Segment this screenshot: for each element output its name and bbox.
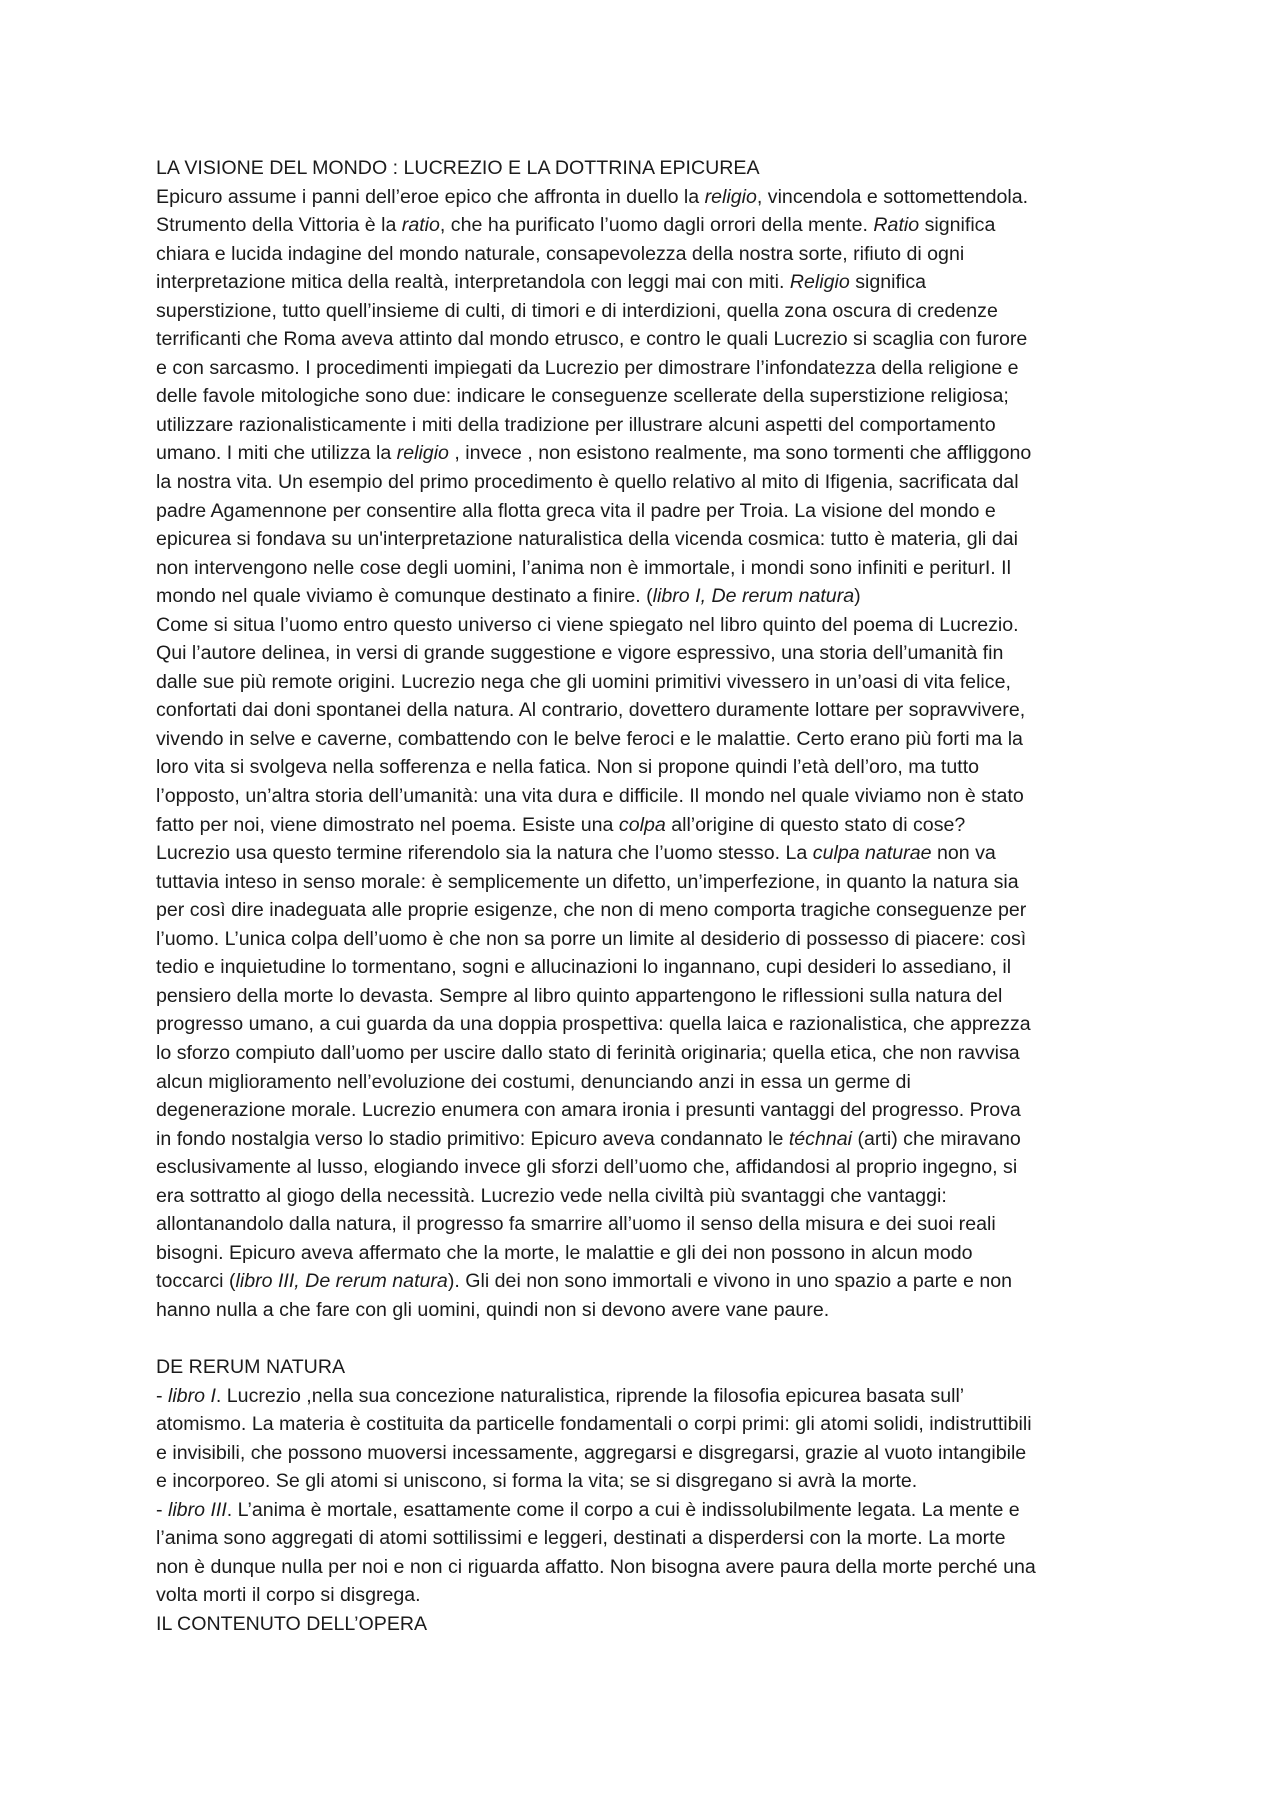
text-run: significa	[849, 271, 927, 294]
text-line	[156, 982, 1136, 1011]
text-run: terrificanti che Roma aveva attinto dal mondo etrusco, e contro le quali Lucrezio si scaglia con furore	[156, 328, 1028, 351]
text-run: significa	[919, 214, 996, 237]
text-run: dalle sue più remote origini. Lucrezio nega che gli uomini primitivi vivessero in un’oasi di vita felice,	[156, 670, 1011, 693]
text-run: fatto per noi, viene dimostrato nel poema. Esiste una	[156, 813, 619, 836]
text-run: non intervengono nelle cose degli uomini, l’anima non è immortale, i mondi sono infiniti e periturI. Il	[156, 556, 1011, 579]
text-line	[156, 811, 1136, 840]
paragraph	[156, 183, 1136, 1325]
text-line	[156, 839, 1136, 868]
text-run: degenerazione morale. Lucrezio enumera con amara ironia i presunti vantaggi del progresso. Prova	[156, 1099, 1021, 1122]
text-line	[156, 1125, 1136, 1154]
text-run: e con sarcasmo. I procedimenti impiegati da Lucrezio per dimostrare l’infondatezza della religione e	[156, 356, 1019, 379]
text-line	[156, 468, 1136, 497]
italic-text: téchnai	[788, 1127, 853, 1150]
text-run: hanno nulla a che fare con gli uomini, quindi non si devono avere vane paure.	[156, 1298, 830, 1321]
text-run: delle favole mitologiche sono due: indicare le conseguenze scellerate della superstizione religiosa;	[156, 385, 1009, 408]
text-run: , invece , non esistono realmente, ma sono tormenti che affliggono	[448, 442, 1032, 465]
text-run: e invisibili, che possono muoversi incessamente, aggregarsi e disgregarsi, grazie al vuoto intangibile	[156, 1441, 1027, 1464]
document-page	[156, 154, 1136, 1638]
text-line	[156, 211, 1136, 240]
text-run: . L’anima è mortale, esattamente come il corpo a cui è indissolubilmente legata. La mente e	[226, 1498, 1020, 1521]
text-run: epicurea si fondava su un'interpretazione naturalistica della vicenda cosmica: tutto è materia, gli dai	[156, 528, 1018, 551]
text-line	[156, 925, 1136, 954]
text-line	[156, 1524, 1136, 1553]
text-line	[156, 1496, 1136, 1525]
text-run: l’anima sono aggregati di atomi sottilissimi e leggeri, destinati a disperdersi con la morte. La morte	[156, 1527, 1006, 1550]
text-run: tuttavia inteso in senso morale: è semplicemente un difetto, un’imperfezione, in quanto la natura sia	[156, 870, 1019, 893]
text-run: confortati dai doni spontanei della natura. Al contrario, dovettero duramente lottare per sopravvivere,	[156, 699, 1026, 722]
text-line	[156, 896, 1136, 925]
text-run: -	[156, 1498, 168, 1521]
text-line	[156, 1010, 1136, 1039]
text-run: era sottratto al giogo della necessità. Lucrezio vede nella civiltà più svantaggi che vantaggi:	[156, 1184, 947, 1207]
text-line	[156, 782, 1136, 811]
text-run: per così dire inadeguata alle proprie esigenze, che non di meno comporta tragiche conseguenze per	[156, 899, 1027, 922]
italic-text: libro III, De rerum natura	[235, 1270, 448, 1293]
text-run: , vincendola e sottomettendola.	[756, 185, 1029, 208]
italic-text: Ratio	[873, 214, 920, 237]
text-run: in fondo nostalgia verso lo stadio primitivo: Epicuro aveva condannato le	[156, 1127, 789, 1150]
text-line	[156, 382, 1136, 411]
text-line	[156, 1410, 1136, 1439]
text-line	[156, 1239, 1136, 1268]
text-line	[156, 1553, 1136, 1582]
text-run: )	[854, 585, 861, 608]
text-line	[156, 325, 1136, 354]
section-title: DE RERUM NATURA	[156, 1355, 346, 1378]
text-run: l’opposto, un’altra storia dell’umanità: una vita dura e difficile. Il mondo nel quale viviamo non è stato	[156, 785, 1024, 808]
text-run: superstizione, tutto quell’insieme di culti, di timori e di interdizioni, quella zona oscura di credenze	[156, 299, 998, 322]
text-run: Epicuro assume i panni dell’eroe epico che affronta in duello la	[156, 185, 705, 208]
text-run: Come si situa l’uomo entro questo universo ci viene spiegato nel libro quinto del poema di Lucrezio.	[156, 613, 1019, 636]
text-run: umano. I miti che utilizza la	[156, 442, 397, 465]
text-line	[156, 1267, 1136, 1296]
text-run: (arti) che miravano	[852, 1127, 1021, 1150]
text-line	[156, 1210, 1136, 1239]
text-run: progresso umano, a cui guarda da una doppia prospettiva: quella laica e razionalistica, che apprezza	[156, 1013, 1031, 1036]
text-run: esclusivamente al lusso, elogiando invece gli sforzi dell’uomo che, affidandosi al proprio ingegno, si	[156, 1156, 1018, 1179]
text-line	[156, 1467, 1136, 1496]
italic-text: religio	[396, 442, 449, 465]
italic-text: Religio	[789, 271, 850, 294]
italic-text: ratio	[401, 214, 440, 237]
italic-text: libro III	[167, 1498, 227, 1521]
text-run: , che ha purificato l’uomo dagli orrori della mente.	[439, 214, 874, 237]
text-line	[156, 354, 1136, 383]
text-run: bisogni. Epicuro aveva affermato che la morte, le malattie e gli dei non possono in alcun modo	[156, 1241, 973, 1264]
text-run: tedio e inquietudine lo tormentano, sogni e allucinazioni lo ingannano, cupi desideri lo assediano, il	[156, 956, 1012, 979]
text-run: non è dunque nulla per noi e non ci riguarda affatto. Non bisogna avere paura della morte perché una	[156, 1555, 1036, 1578]
text-run: ). Gli dei non sono immortali e vivono in uno spazio a parte e non	[447, 1270, 1013, 1293]
italic-text: libro I, De rerum natura	[652, 585, 855, 608]
text-run: atomismo. La materia è costituita da particelle fondamentali o corpi primi: gli atomi solidi, indistruttibili	[156, 1413, 1032, 1436]
text-run: e incorporeo. Se gli atomi si uniscono, si forma la vita; se si disgregano si avrà la morte.	[156, 1470, 918, 1493]
text-run: l’uomo. L’unica colpa dell’uomo è che non sa porre un limite al desiderio di possesso di piacere: così	[156, 927, 1027, 950]
text-line	[156, 411, 1136, 440]
text-line	[156, 1096, 1136, 1125]
text-line	[156, 1382, 1136, 1411]
italic-text: libro I	[167, 1384, 216, 1407]
text-line	[156, 240, 1136, 269]
italic-text: culpa naturae	[812, 842, 932, 865]
section-title: IL CONTENUTO DELL’OPERA	[156, 1612, 428, 1635]
text-line	[156, 1182, 1136, 1211]
text-line	[156, 1039, 1136, 1068]
text-line	[156, 696, 1136, 725]
italic-text: religio	[704, 185, 757, 208]
paragraph	[156, 1382, 1136, 1610]
section-title: LA VISIONE DEL MONDO : LUCREZIO E LA DOTTRINA EPICUREA	[156, 157, 760, 179]
text-run: padre Agamennone per consentire alla flotta greca vita il padre per Troia. La visione del mondo e	[156, 499, 996, 522]
text-run: -	[156, 1384, 168, 1407]
text-run: chiara e lucida indagine del mondo naturale, consapevolezza della nostra sorte, rifiuto di ogni	[156, 242, 965, 265]
text-run: alcun miglioramento nell’evoluzione dei costumi, denunciando anzi in essa un germe di	[156, 1070, 911, 1093]
text-line	[156, 668, 1136, 697]
text-line	[156, 439, 1136, 468]
text-run: Lucrezio usa questo termine riferendolo sia la natura che l’uomo stesso. La	[156, 842, 813, 865]
text-run: non va	[931, 842, 996, 865]
text-run: volta morti il corpo si disgrega.	[156, 1584, 421, 1607]
text-run: . Lucrezio ,nella sua concezione naturalistica, riprende la filosofia epicurea basata sull’	[215, 1384, 965, 1407]
text-line	[156, 1068, 1136, 1097]
text-run: lo sforzo compiuto dall’uomo per uscire dallo stato di ferinità originaria; quella etica, che non ravvisa	[156, 1041, 1020, 1064]
text-line	[156, 554, 1136, 583]
text-run: Qui l’autore delinea, in versi di grande suggestione e vigore espressivo, una storia dell’umanità fin	[156, 642, 1004, 665]
text-line	[156, 1153, 1136, 1182]
text-line	[156, 639, 1136, 668]
italic-text: colpa	[618, 813, 666, 836]
text-run: toccarci (	[156, 1270, 236, 1293]
blank-line	[156, 1324, 1136, 1353]
text-line	[156, 725, 1136, 754]
text-line	[156, 1296, 1136, 1325]
text-run: la nostra vita. Un esempio del primo procedimento è quello relativo al mito di Ifigenia, sacrificata dal	[156, 471, 1019, 494]
text-run: mondo nel quale viviamo è comunque destinato a finire. (	[156, 585, 653, 608]
text-line	[156, 868, 1136, 897]
text-line	[156, 297, 1136, 326]
text-line	[156, 753, 1136, 782]
text-run: pensiero della morte lo devasta. Sempre al libro quinto appartengono le riflessioni sulla natura del	[156, 984, 1003, 1007]
text-line	[156, 1581, 1136, 1610]
text-run: Strumento della Vittoria è la	[156, 214, 402, 237]
text-line	[156, 582, 1136, 611]
text-line	[156, 953, 1136, 982]
text-run: vivendo in selve e caverne, combattendo con le belve feroci e le malattie. Certo erano più forti ma la	[156, 727, 1023, 750]
text-line	[156, 1439, 1136, 1468]
text-line	[156, 497, 1136, 526]
text-run: loro vita si svolgeva nella sofferenza e nella fatica. Non si propone quindi l’età dell’oro, ma tutto	[156, 756, 980, 779]
text-line	[156, 183, 1136, 212]
text-run: utilizzare razionalisticamente i miti della tradizione per illustrare alcuni aspetti del comportamento	[156, 413, 996, 436]
text-line	[156, 611, 1136, 640]
text-line	[156, 525, 1136, 554]
text-run: interpretazione mitica della realtà, interpretandola con leggi mai con miti.	[156, 271, 790, 294]
text-line	[156, 268, 1136, 297]
text-run: all’origine di questo stato di cose?	[665, 813, 966, 836]
text-run: allontanandolo dalla natura, il progresso fa smarrire all’uomo il senso della misura e dei suoi reali	[156, 1213, 996, 1236]
